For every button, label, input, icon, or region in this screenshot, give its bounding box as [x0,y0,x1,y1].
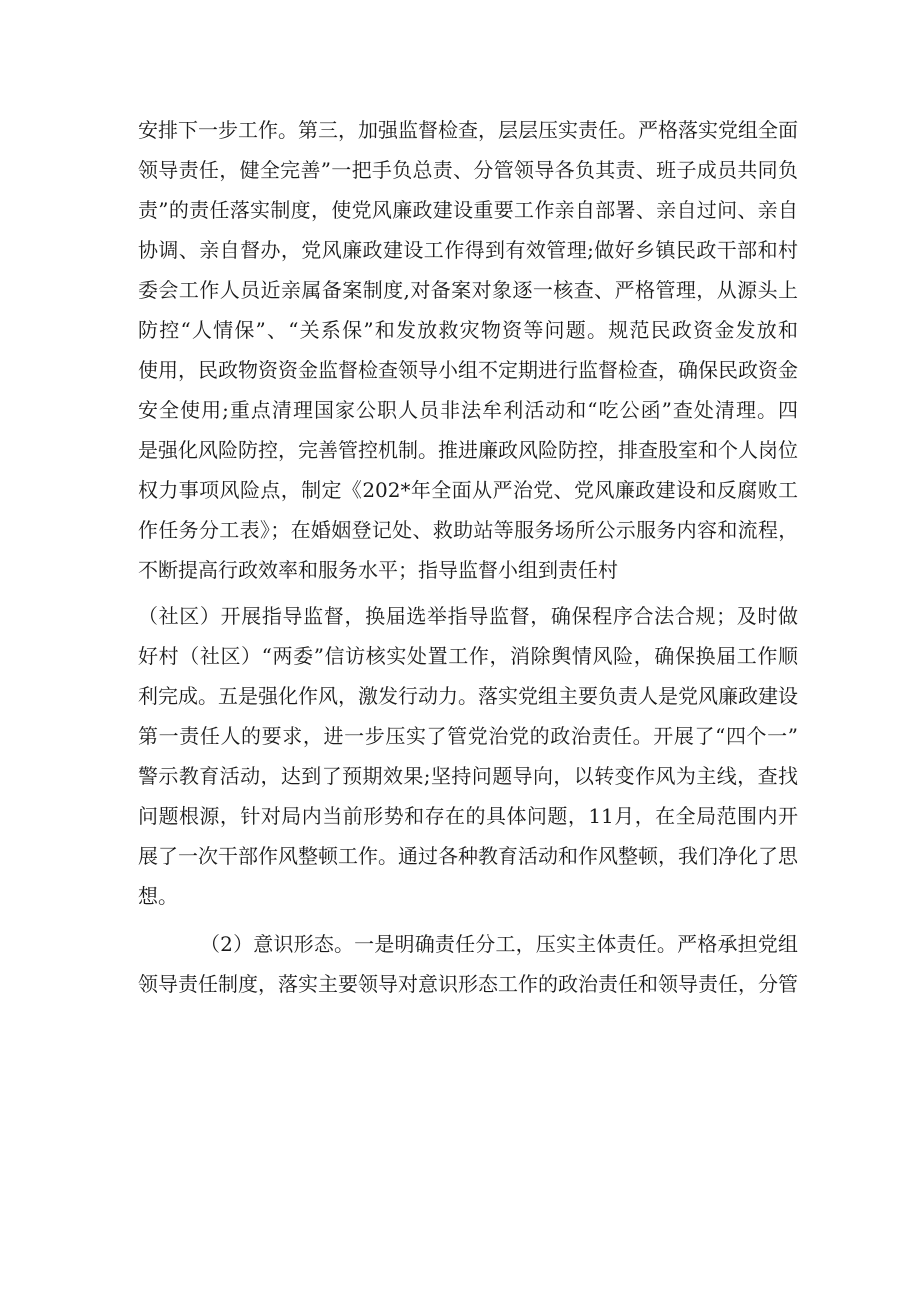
text-line: 是强化风险防控，完善管控机制。推进廉政风险防控，排查股室和个人岗位 [138,438,798,462]
text-line: 第一责任人的要求，进一步压实了管党治党的政治责任。开展了“四个一” [138,724,798,748]
text-line: 安全使用;重点清理国家公职人员非法牟利活动和“吃公函”查处清理。四 [138,398,798,422]
text-line: 警示教育活动，达到了预期效果;坚持问题导向，以转变作风为主线，查找 [138,764,798,788]
text-line: 不断提高行政效率和服务水平；指导监督小组到责任村 [138,558,618,582]
text-line: 委会工作人员近亲属备案制度,对备案对象逐一核查、严格管理，从源头上 [138,278,798,302]
text-line: （2）意识形态。一是明确责任分工，压实主体责任。严格承担党组 [200,932,798,956]
text-line: 协调、亲自督办，党风廉政建设工作得到有效管理;做好乡镇民政干部和村 [138,238,798,262]
text-line: 防控“人情保”、“关系保”和发放救灾物资等问题。规范民政资金发放和 [138,318,798,342]
document-body [138,110,798,1004]
text-line: 好村（社区）“两委”信访核实处置工作，消除舆情风险，确保换届工作顺 [138,644,798,668]
text-line: 权力事项风险点，制定《202*年全面从严治党、党风廉政建设和反腐败工 [138,478,798,502]
text-line: 作任务分工表》；在婚姻登记处、救助站等服务场所公示服务内容和流程， [138,518,798,542]
text-line: 问题根源，针对局内当前形势和存在的具体问题，11月，在全局范围内开 [138,804,798,828]
text-line: （社区）开展指导监督，换届选举指导监督，确保程序合法合规；及时做 [138,604,798,628]
text-line: 展了一次干部作风整顿工作。通过各种教育活动和作风整顿，我们净化了思 [138,844,798,868]
text-line: 领导责任，健全完善”一把手负总责、分管领导各负其责、班子成员共同负 [138,158,798,182]
text-line: 责”的责任落实制度，使党风廉政建设重要工作亲自部署、亲自过问、亲自 [138,198,798,222]
text-line: 想。 [138,884,178,908]
text-line: 安排下一步工作。第三，加强监督检查，层层压实责任。严格落实党组全面 [138,118,798,142]
text-line: 使用，民政物资资金监督检查领导小组不定期进行监督检查，确保民政资金 [138,358,798,382]
text-line: 利完成。五是强化作风，激发行动力。落实党组主要负责人是党风廉政建设 [138,684,798,708]
text-line: 领导责任制度，落实主要领导对意识形态工作的政治责任和领导责任，分管 [138,972,798,996]
